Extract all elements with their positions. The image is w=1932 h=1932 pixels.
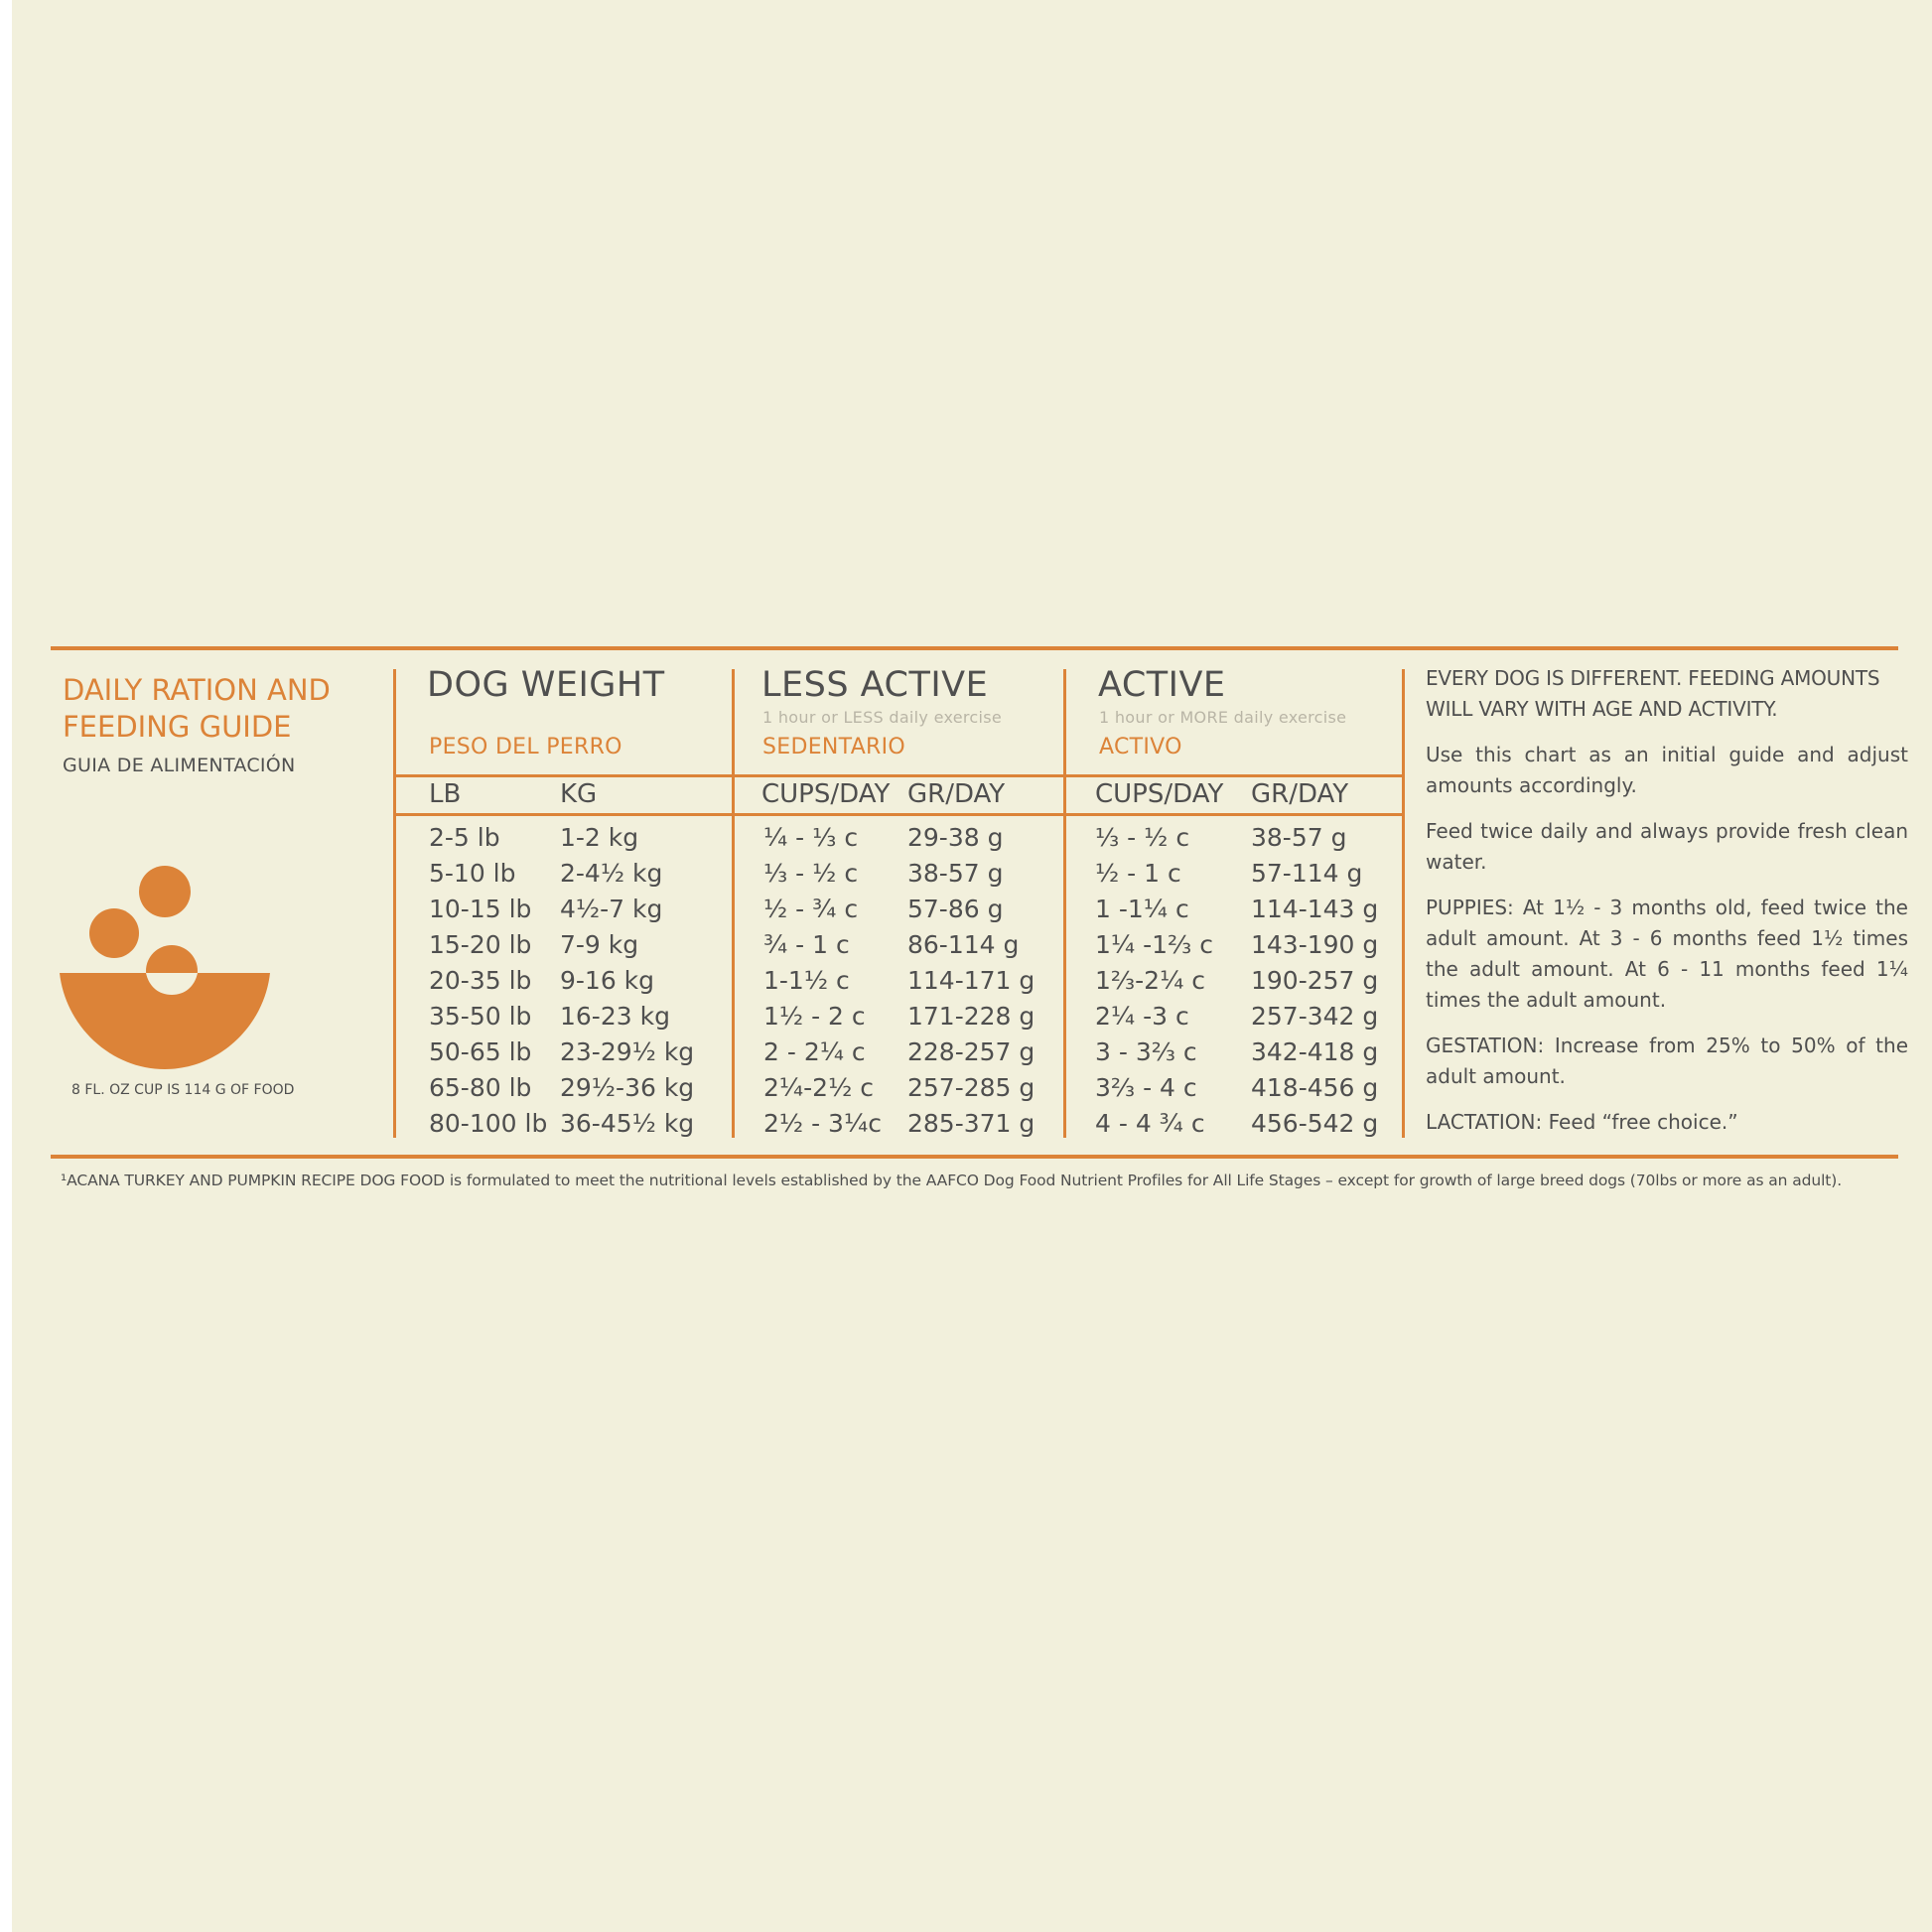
- table-cell-less-cups: ½ - ¾ c: [763, 895, 859, 923]
- note-initial-guide: Use this chart as an initial guide and adjust amounts accordingly.: [1426, 743, 1908, 797]
- table-cell-less-grams: 29-38 g: [907, 823, 1004, 852]
- unit-kg: KG: [560, 779, 598, 809]
- table-cell-less-cups: 1½ - 2 c: [763, 1002, 866, 1031]
- heading-active: ACTIVE: [1098, 665, 1226, 705]
- table-cell-active-cups: 1⅔-2¼ c: [1095, 966, 1205, 995]
- table-cell-active-cups: 1 -1¼ c: [1095, 895, 1189, 923]
- table-cell-lb: 5-10 lb: [429, 859, 516, 888]
- table-cell-less-cups: ⅓ - ½ c: [763, 859, 859, 888]
- table-cell-lb: 50-65 lb: [429, 1037, 532, 1066]
- table-cell-lb: 20-35 lb: [429, 966, 532, 995]
- table-cell-less-cups: 2 - 2¼ c: [763, 1037, 866, 1066]
- title-line-2: FEEDING GUIDE: [63, 710, 292, 744]
- unit-less-grams: GR/DAY: [907, 779, 1006, 809]
- unit-active-grams: GR/DAY: [1251, 779, 1349, 809]
- table-header-rule: [393, 774, 1404, 777]
- heading-dog-weight: DOG WEIGHT: [427, 665, 665, 705]
- table-cell-lb: 80-100 lb: [429, 1109, 548, 1138]
- table-cell-less-cups: ¾ - 1 c: [763, 930, 850, 959]
- table-cell-kg: 16-23 kg: [560, 1002, 670, 1031]
- food-bowl-icon: [48, 860, 280, 1074]
- table-cell-active-grams: 57-114 g: [1251, 859, 1363, 888]
- table-cell-active-cups: 2¼ -3 c: [1095, 1002, 1189, 1031]
- table-cell-less-grams: 228-257 g: [907, 1037, 1035, 1066]
- table-cell-less-grams: 86-114 g: [907, 930, 1020, 959]
- table-cell-active-grams: 257-342 g: [1251, 1002, 1379, 1031]
- divider-notes: [1402, 669, 1405, 1138]
- divider-active: [1063, 669, 1066, 1138]
- table-cell-active-grams: 38-57 g: [1251, 823, 1347, 852]
- table-cell-less-cups: 1-1½ c: [763, 966, 850, 995]
- heading-active-description: 1 hour or MORE daily exercise: [1099, 708, 1347, 727]
- table-cell-lb: 2-5 lb: [429, 823, 500, 852]
- table-cell-kg: 1-2 kg: [560, 823, 639, 852]
- title-line-1: DAILY RATION AND: [63, 673, 331, 707]
- table-cell-less-cups: 2¼-2½ c: [763, 1073, 874, 1102]
- table-cell-active-cups: 1¼ -1⅔ c: [1095, 930, 1213, 959]
- table-cell-kg: 29½-36 kg: [560, 1073, 695, 1102]
- table-cell-less-grams: 257-285 g: [907, 1073, 1035, 1102]
- table-cell-less-cups: 2½ - 3¼c: [763, 1109, 882, 1138]
- heading-active-spanish: ACTIVO: [1099, 735, 1182, 759]
- footnote: ¹ACANA TURKEY AND PUMPKIN RECIPE DOG FOOD is formulated to meet the nutritional levels established by the AAFCO Dog Food Nutrient Profiles for All Life Stages – except for growth of large breed dogs (70lbs or more as an adult).: [61, 1172, 1843, 1189]
- heading-less-active: LESS ACTIVE: [761, 665, 989, 705]
- bottom-rule: [51, 1155, 1898, 1159]
- note-every-dog: EVERY DOG IS DIFFERENT. FEEDING AMOUNTS WILL VARY WITH AGE AND ACTIVITY.: [1426, 666, 1880, 721]
- divider-weight: [393, 669, 396, 1138]
- table-cell-lb: 35-50 lb: [429, 1002, 532, 1031]
- table-units-rule: [393, 813, 1404, 816]
- table-cell-active-grams: 342-418 g: [1251, 1037, 1379, 1066]
- table-cell-kg: 9-16 kg: [560, 966, 655, 995]
- table-cell-active-grams: 143-190 g: [1251, 930, 1379, 959]
- note-feed-twice: Feed twice daily and always provide fresh clean water.: [1426, 819, 1908, 874]
- table-cell-lb: 65-80 lb: [429, 1073, 532, 1102]
- table-cell-active-grams: 190-257 g: [1251, 966, 1379, 995]
- table-cell-active-cups: 4 - 4 ¾ c: [1095, 1109, 1205, 1138]
- unit-less-cups: CUPS/DAY: [761, 779, 891, 809]
- table-cell-active-cups: 3 - 3⅔ c: [1095, 1037, 1197, 1066]
- heading-less-active-spanish: SEDENTARIO: [762, 735, 906, 759]
- table-cell-lb: 15-20 lb: [429, 930, 532, 959]
- divider-less-active: [732, 669, 735, 1138]
- feeding-guide-panel: [12, 0, 1932, 1932]
- note-gestation: GESTATION: Increase from 25% to 50% of the adult amount.: [1426, 1034, 1908, 1088]
- page-title: [63, 672, 360, 746]
- table-cell-active-grams: 418-456 g: [1251, 1073, 1379, 1102]
- heading-dog-weight-spanish: PESO DEL PERRO: [429, 735, 622, 759]
- feeding-notes: [1426, 663, 1908, 1153]
- table-cell-kg: 36-45½ kg: [560, 1109, 695, 1138]
- unit-active-cups: CUPS/DAY: [1095, 779, 1224, 809]
- table-cell-active-cups: ⅓ - ½ c: [1095, 823, 1190, 852]
- note-puppies: PUPPIES: At 1½ - 3 months old, feed twice the adult amount. At 3 - 6 months feed 1½ times the adult amount. At 6 - 11 months feed 1¼ times the adult amount.: [1426, 896, 1908, 1012]
- table-cell-active-grams: 114-143 g: [1251, 895, 1379, 923]
- table-cell-lb: 10-15 lb: [429, 895, 532, 923]
- table-cell-less-grams: 285-371 g: [907, 1109, 1035, 1138]
- note-lactation: LACTATION: Feed “free choice.”: [1426, 1110, 1738, 1134]
- table-cell-kg: 2-4½ kg: [560, 859, 663, 888]
- cup-note: 8 FL. OZ CUP IS 114 G OF FOOD: [71, 1082, 295, 1098]
- table-cell-kg: 23-29½ kg: [560, 1037, 695, 1066]
- table-cell-active-cups: ½ - 1 c: [1095, 859, 1181, 888]
- table-cell-less-cups: ¼ - ⅓ c: [763, 823, 859, 852]
- table-cell-kg: 7-9 kg: [560, 930, 639, 959]
- top-rule: [51, 646, 1898, 650]
- table-cell-kg: 4½-7 kg: [560, 895, 663, 923]
- table-cell-active-grams: 456-542 g: [1251, 1109, 1379, 1138]
- table-cell-less-grams: 57-86 g: [907, 895, 1004, 923]
- page-subtitle: GUIA DE ALIMENTACIÓN: [63, 755, 296, 776]
- table-cell-less-grams: 171-228 g: [907, 1002, 1035, 1031]
- unit-lb: LB: [429, 779, 462, 809]
- table-cell-active-cups: 3⅔ - 4 c: [1095, 1073, 1197, 1102]
- table-cell-less-grams: 114-171 g: [907, 966, 1035, 995]
- table-cell-less-grams: 38-57 g: [907, 859, 1004, 888]
- heading-less-active-description: 1 hour or LESS daily exercise: [762, 708, 1003, 727]
